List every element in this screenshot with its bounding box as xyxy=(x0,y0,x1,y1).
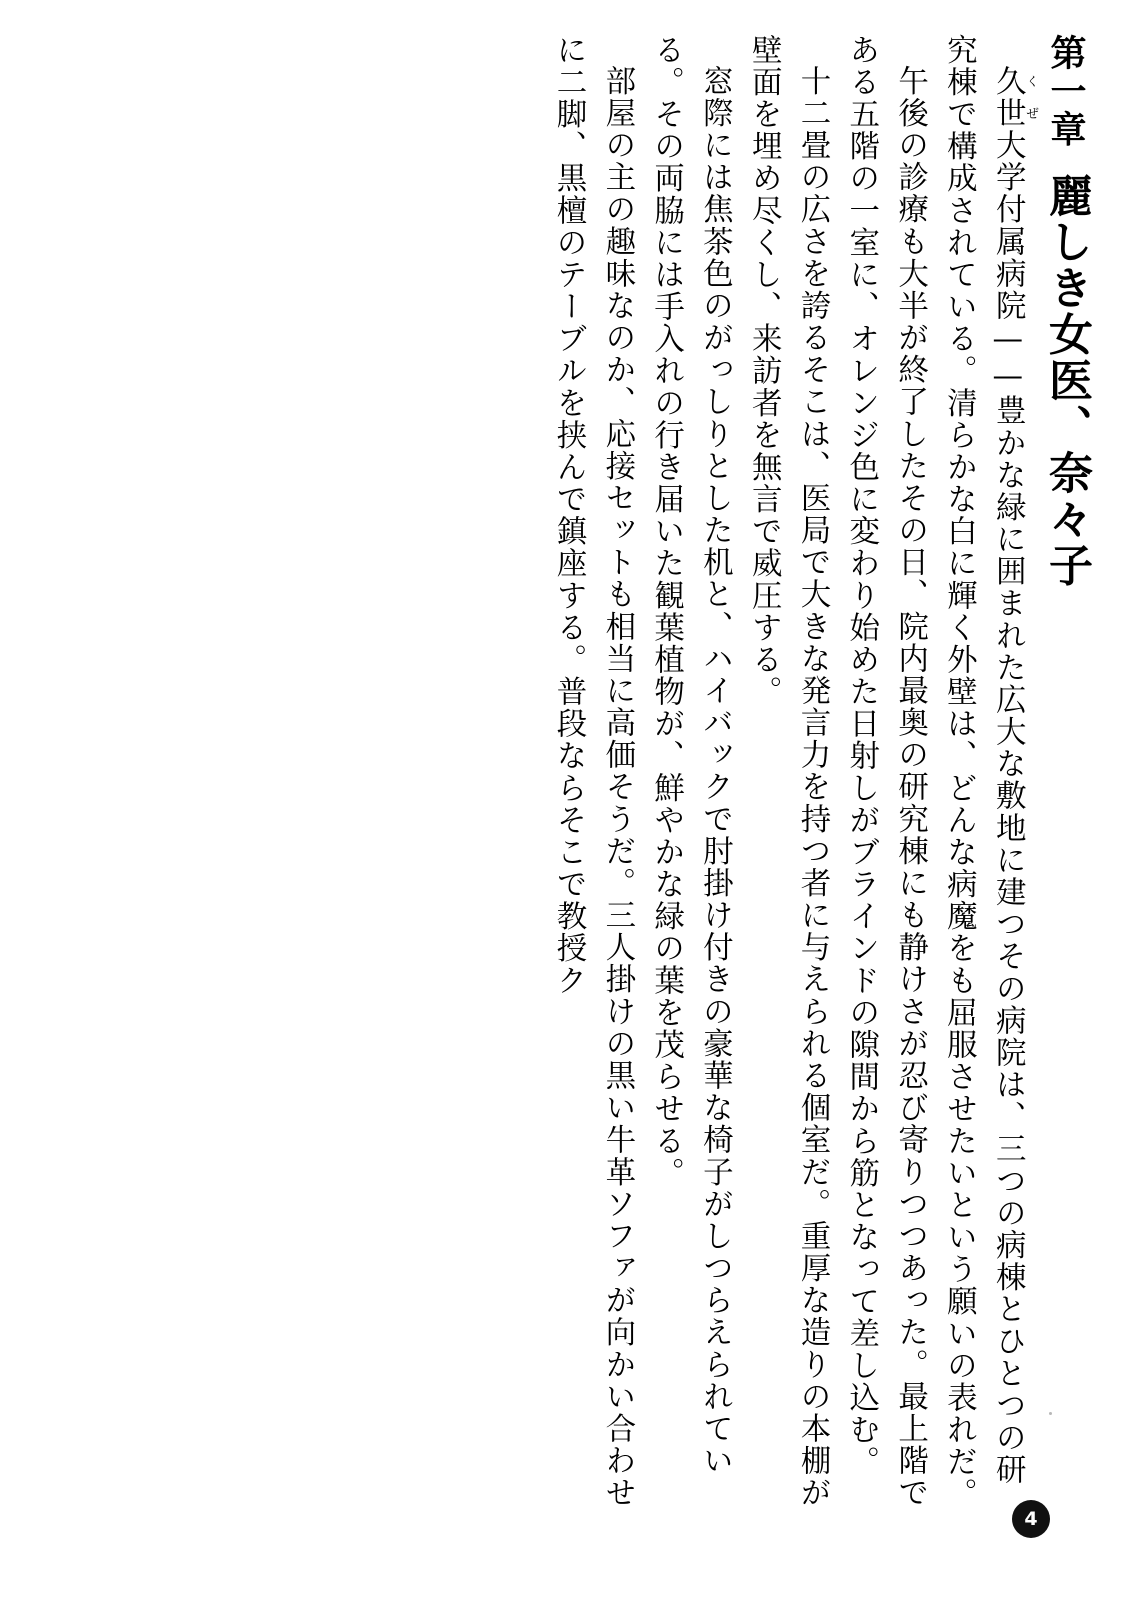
paragraph-1-rest: 大学付属病院——豊かな緑に囲まれた広大な敷地に建つその病院は、三つの病棟とひとつの研究棟で構成されている。清らかな白に輝く外壁は、どんな病魔をも屈服させたいという願いの表れだ。 xyxy=(941,34,1026,1510)
chapter-heading xyxy=(1038,34,1094,1514)
paragraph-4: 窓際には焦茶色のがっしりとした机と、ハイバックで肘掛け付きの豪華な椅子がしつらえられている。その両脇には手入れの行き届いた観葉植物が、鮮やかな緑の葉を茂らせる。 xyxy=(648,34,733,1477)
paragraph-5: 部屋の主の趣味なのか、応接セットも相当に高価そうだ。三人掛けの黒い牛革ソファが向かい合わせに二脚、黒檀のテーブルを挟んで鎮座する。普段ならそこで教授ク xyxy=(551,34,635,1509)
body-text xyxy=(543,34,1037,1514)
ruby-kuze xyxy=(990,64,1039,129)
ruby-furigana: くぜ xyxy=(1023,64,1039,129)
paragraph-2: 午後の診療も大半が終了したその日、院内最奥の研究棟にも静けさが忍び寄りつつあった。最上階である五階の一室に、オレンジ色に変わり始めた日射しがブラインドの隙間から筋となって差し込む。 xyxy=(843,34,928,1509)
paragraph-3: 十二畳の広さを誇るそこは、医局で大きな発言力を持つ者に与えられる個室だ。重厚な造りの本棚が壁面を埋め尽くし、来訪者を無言で威圧する。 xyxy=(746,34,830,1509)
ruby-base: 久世 xyxy=(990,64,1026,129)
chapter-number: 第一章 xyxy=(1045,34,1087,149)
chapter-title-text: 麗しき女医、奈々子 xyxy=(1041,172,1092,589)
vertical-text-column xyxy=(64,34,1094,1514)
paragraph-1 xyxy=(934,34,1038,1514)
page-number-badge: 4 xyxy=(1012,1500,1050,1538)
page-speck xyxy=(1049,1412,1052,1415)
